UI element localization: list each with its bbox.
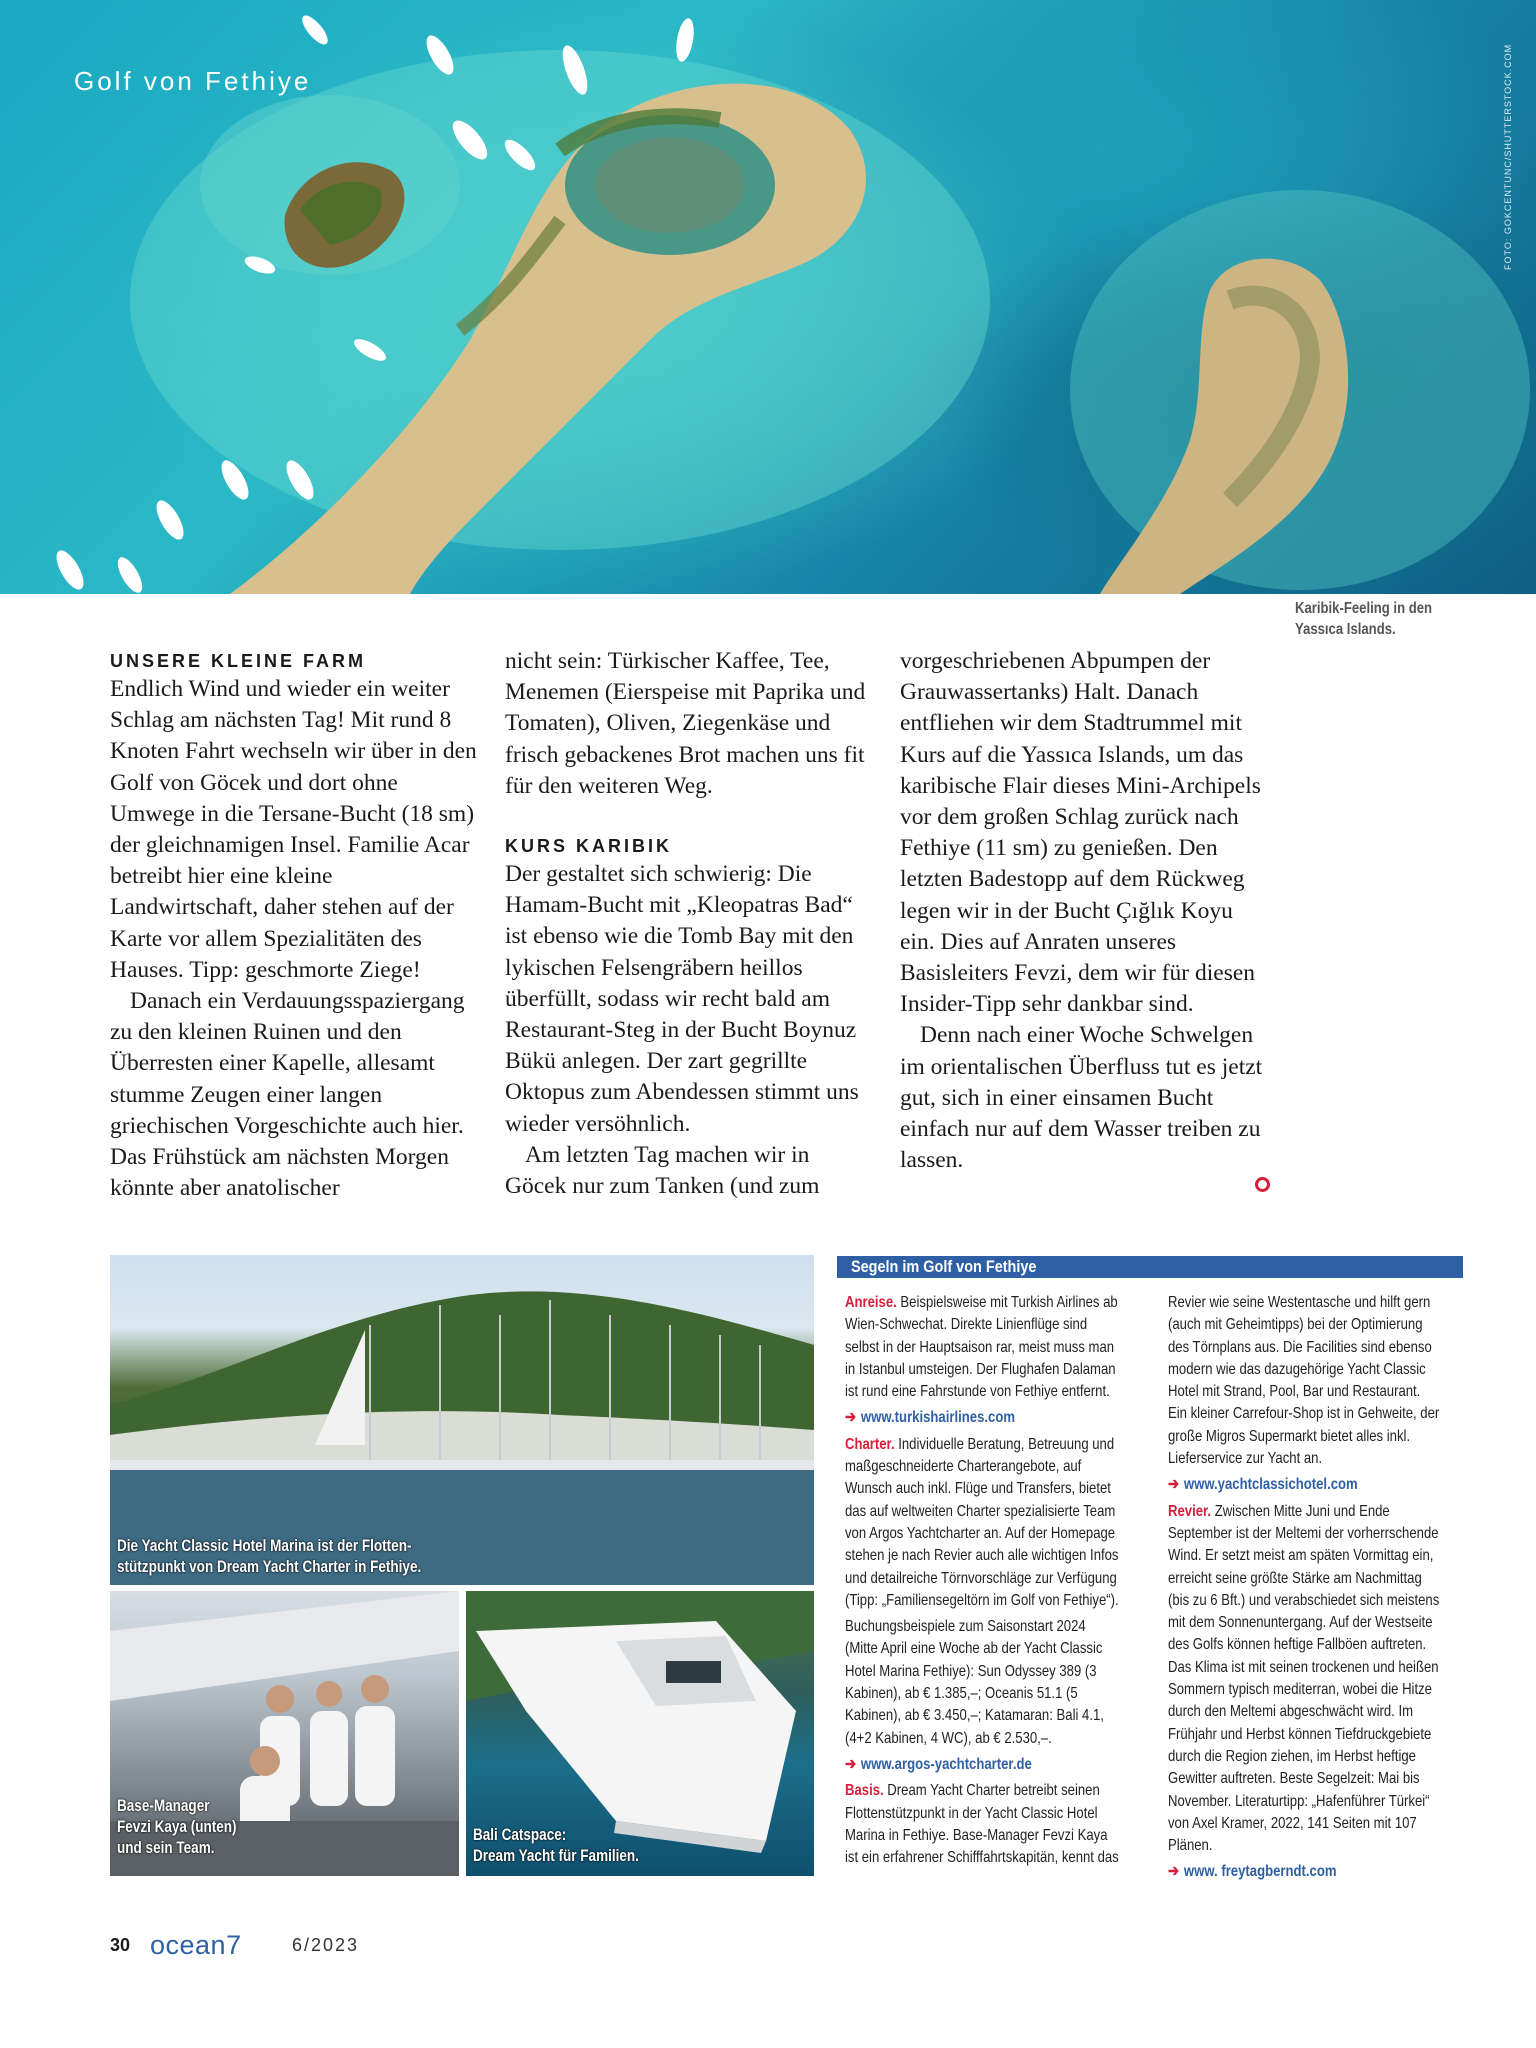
marina-photo bbox=[110, 1255, 814, 1585]
infobox-column-2 bbox=[1168, 1292, 1443, 1888]
magazine-logo: ocean7 bbox=[150, 1930, 242, 1960]
article-paragraph: Danach ein Verdauungsspaziergang zu den kleinen Ruinen und den Überresten einer Kapelle, allesamt stumme Zeugen einer langen griechischen Vorgeschichte auch hier. Das Frühstück am nächsten Morgen könnte aber anatolischer bbox=[110, 988, 465, 1202]
catamaran-caption-line-1: Bali Catspace: bbox=[473, 1826, 567, 1844]
end-of-article-icon bbox=[1255, 1177, 1270, 1192]
catamaran-caption-line-2: Dream Yacht für Familien. bbox=[473, 1847, 639, 1865]
info-text: Dream Yacht Charter betreibt seinen Flottenstützpunkt in der Yacht Classic Hotel Marina in Fethiye. Base-Manager Fevzi Kaya ist ein erfahrener Schifffahrtskapitän, kennt das bbox=[845, 1782, 1119, 1867]
article-paragraph: Am letzten Tag machen wir in Göcek nur zum Tanken (und zum bbox=[505, 1141, 820, 1200]
link-text[interactable]: www.turkishairlines.com bbox=[860, 1409, 1015, 1427]
infobox-column-1 bbox=[845, 1292, 1120, 1873]
article-paragraph: Denn nach einer Woche Schwelgen im orientalischen Überfluss tut es jetzt gut, sich in einer einsamen Bucht einfach nur auf dem Wasser treiben zu lassen. bbox=[900, 1022, 1263, 1174]
issue-number: 6/2023 bbox=[292, 1935, 360, 1955]
section-heading-karibik: KURS KARIBIK bbox=[505, 836, 673, 857]
article-paragraph: Endlich Wind und wieder ein weiter Schlag am nächsten Tag! Mit rund 8 Knoten Fahrt wechseln wir über in den Golf von Göcek und dort ohne Umwege in die Tersane-Bucht (18 sm) der gleichnamigen Insel. Familie Acar betreibt hier eine kleine Landwirtschaft, daher stehen auf der Karte vor allem Spezialitäten des Hauses. Tipp: geschmorte Ziege! bbox=[110, 676, 477, 983]
link-yachtclassichotel[interactable] bbox=[1168, 1474, 1443, 1496]
article-paragraph: vorgeschriebenen Abpumpen der Grauwassertanks) Halt. Danach entfliehen wir dem Stadtrummel mit Kurs auf die Yassıca Islands, um das karibische Flair dieses Mini-Archipels vor dem großen Schlag zurück nach Fethiye (11 sm) zu genießen. Den letzten Badestopp auf dem Rückweg legen wir in der Bucht Çığlık Koyu ein. Dies auf Anraten unseres Basisleiters Fevzi, dem wir für diesen Insider-Tipp sehr dankbar sind. bbox=[900, 648, 1261, 1018]
hero-photo bbox=[0, 0, 1536, 594]
link-text[interactable]: www.argos-yachtcharter.de bbox=[860, 1755, 1032, 1773]
hero-title: Golf von Fethiye bbox=[74, 66, 312, 96]
info-booking: Buchungsbeispiele zum Saisonstart 2024 (Mitte April eine Woche ab der Yacht Classic Hotel Marina Fethiye): Sun Odyssey 389 (3 Kabinen), ab € 1.385,–; Oceanis 51.1 (5 Kabinen), ab € 3.450,–; Katamaran: Bali 4.1, (4+2 Kabinen, 4 WC), ab € 2.530,–. bbox=[845, 1618, 1104, 1747]
team-caption-line-3: und sein Team. bbox=[117, 1839, 215, 1857]
photo-credit: FOTO: GOKCENTUNC/SHUTTERSTOCK.COM bbox=[1503, 43, 1513, 270]
info-key-charter: Charter. bbox=[845, 1435, 895, 1453]
team-caption-line-1: Base-Manager bbox=[117, 1797, 210, 1815]
arrow-right-icon: ➔ bbox=[1168, 1863, 1179, 1881]
arrow-right-icon: ➔ bbox=[845, 1755, 856, 1773]
link-argos[interactable] bbox=[845, 1754, 1120, 1776]
article-paragraph: nicht sein: Türkischer Kaffee, Tee, Menemen (Eierspeise mit Paprika und Tomaten), Oliven, Ziegenkäse und frisch gebackenes Brot machen uns fit für den weiteren Weg. bbox=[505, 648, 866, 799]
infobox-title: Segeln im Golf von Fethiye bbox=[851, 1257, 1037, 1276]
marina-caption-line-2: stützpunkt von Dream Yacht Charter in Fethiye. bbox=[117, 1558, 422, 1576]
link-freytagberndt[interactable] bbox=[1168, 1861, 1443, 1883]
link-text[interactable]: www.yachtclassichotel.com bbox=[1183, 1476, 1358, 1494]
arrow-right-icon: ➔ bbox=[1168, 1476, 1179, 1494]
info-text: Beispielsweise mit Turkish Airlines ab Wien-Schwechat. Direkte Linienflüge sind selbst in der Hauptsaison rar, meist muss man in Istanbul umsteigen. Der Flughafen Dalaman ist rund eine Fahrstunde von Fethiye entfernt. bbox=[845, 1294, 1118, 1401]
marina-caption-line-1: Die Yacht Classic Hotel Marina ist der Flotten- bbox=[117, 1537, 412, 1555]
link-turkishairlines[interactable] bbox=[845, 1407, 1120, 1429]
article-column-2 bbox=[505, 646, 875, 1202]
info-charter bbox=[845, 1434, 1120, 1612]
page-number: 30 bbox=[110, 1935, 131, 1955]
info-key-revier: Revier. bbox=[1168, 1502, 1212, 1520]
arrow-right-icon: ➔ bbox=[845, 1409, 856, 1427]
article-column-1 bbox=[110, 648, 480, 1204]
info-revier bbox=[1168, 1501, 1443, 1858]
link-text[interactable]: www. freytagberndt.com bbox=[1183, 1863, 1337, 1881]
info-anreise bbox=[845, 1292, 1120, 1403]
team-photo bbox=[110, 1591, 459, 1876]
team-caption-line-2: Fevzi Kaya (unten) bbox=[117, 1818, 237, 1836]
article-paragraph: Der gestaltet sich schwierig: Die Hamam-Bucht mit „Kleopatras Bad“ ist ebenso wie die Tomb Bay mit den lykischen Felsengräbern heillos überfüllt, sodass wir recht bald am Restaurant-Steg in der Bucht Boynuz Bükü anlegen. Der zart gegrillte Oktopus zum Abendessen stimmt uns wieder versöhnlich. bbox=[505, 861, 859, 1137]
info-basis-continued: Revier wie seine Westentasche und hilft gern (auch mit Geheimtipps) bei der Optimierung des Törnplans aus. Die Facilities sind ebenso modern wie das dazugehörige Yacht Classic Hotel mit Strand, Pool, Bar und Restaurant. Ein kleiner Carrefour-Shop ist in Gehweite, der große Migros Supermarkt bietet alles inkl. Lieferservice zur Yacht an. bbox=[1168, 1294, 1440, 1468]
section-heading-farm: UNSERE KLEINE FARM bbox=[110, 651, 367, 671]
infobox-title-bar bbox=[837, 1256, 1463, 1278]
catamaran-photo bbox=[466, 1591, 814, 1876]
info-basis bbox=[845, 1780, 1120, 1869]
info-key-basis: Basis. bbox=[845, 1782, 884, 1800]
info-text: Individuelle Beratung, Betreuung und maßgeschneiderte Charterangebote, auf Wunsch auch inkl. Flüge und Transfers, bietet das auf weltweiten Charter spezialisierte Team von Argos Yachtcharter an. Auf der Homepage stehen je nach Revier auch alle wichtigen Infos und detailreiche Törnvorschläge zur Verfügung (Tipp: „Familiensegeltörn im Golf von Fethiye“). bbox=[845, 1435, 1119, 1609]
hero-caption: Karibik-Feeling in den Yassıca Islands. bbox=[1295, 600, 1433, 638]
info-key-anreise: Anreise. bbox=[845, 1294, 897, 1311]
info-text: Zwischen Mitte Juni und Ende September ist der Meltemi der vorherrschende Wind. Er setzt meist am späten Vormittag ein, erreicht seine größte Stärke am Nachmittag (bis zu 6 Bft.) und verabschiedet sich meistens mit dem Sonnenuntergang. Auf der Westseite des Golfs können heftige Fallböen auftreten. Das Klima ist mit seinen trockenen und heißen Sommern typisch mediterran, wobei die Hitze durch den Meltemi abgeschwächt wird. Im Frühjahr und Herbst können Tiefdruckgebiete durch die Region ziehen, im Herbst heftige Gewitter auftreten. Beste Segelzeit: Mai bis November. Literaturtipp: „Hafenführer Türkei“ von Axel Kramer, 2022, 141 Seiten mit 107 Plänen. bbox=[1168, 1502, 1440, 1855]
article-column-3 bbox=[900, 646, 1270, 1176]
